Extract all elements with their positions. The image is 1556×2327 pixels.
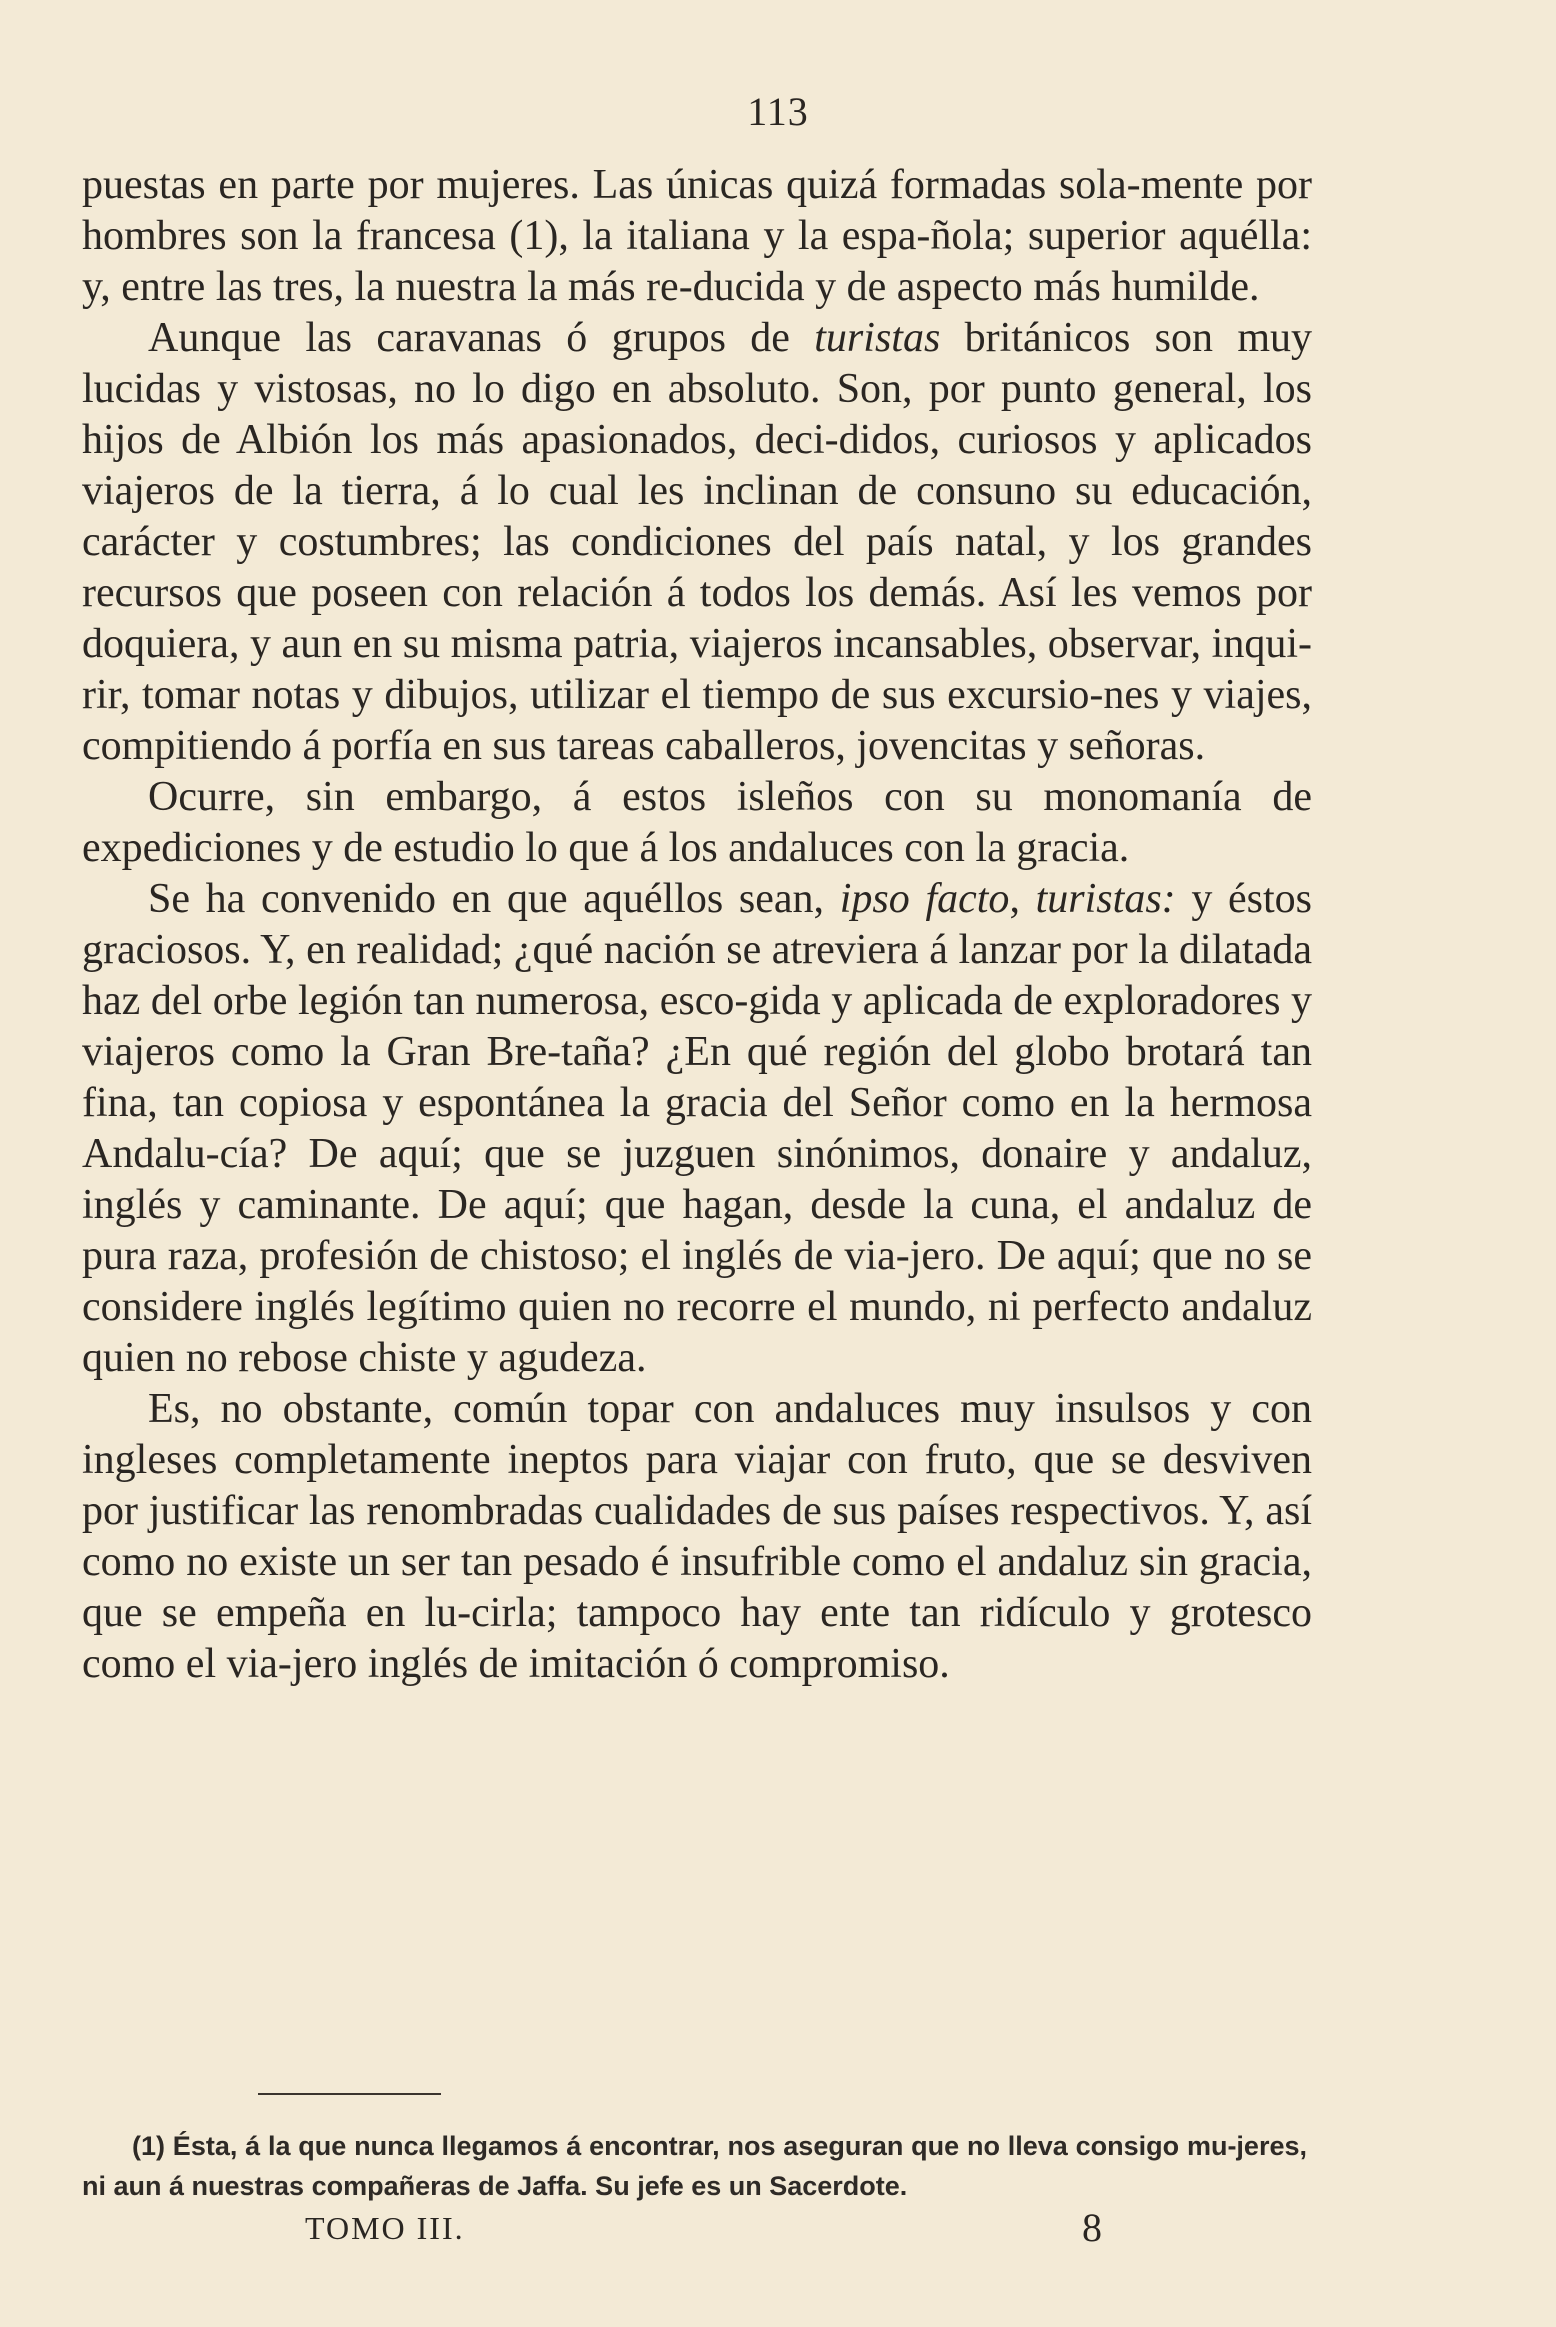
body-text [82, 160, 1312, 1690]
italic-ipso-facto: ipso facto [839, 876, 1010, 922]
paragraph-3: Ocurre, sin embargo, á estos isleños con su monomanía de expediciones y de estudio lo que á los andaluces con la gracia. [82, 774, 1312, 871]
footnote-divider [258, 2093, 441, 2095]
paragraph-2-text-a: Aunque las caravanas ó grupos de [148, 315, 790, 361]
footnote: (1) Ésta, á la que nunca llegamos á encontrar, nos aseguran que no lleva consigo mu-jeres, ni aun á nuestras compañeras de Jaffa. Su jefe es un Sacerdote. [82, 2131, 1307, 2201]
italic-turistas-2: turistas: [1035, 876, 1176, 922]
paragraph-2 [82, 313, 1312, 772]
paragraph-4-comma: , [1009, 876, 1020, 922]
paragraph-4-text-b: y éstos graciosos. Y, en realidad; ¿qué nación se atreviera á lanzar por la dilatada haz del orbe legión tan numerosa, esco-gida y aplicada de exploradores y viajeros como la Gran Bre-taña? ¿En qué región del globo brotará tan fina, tan copiosa y espontánea la gracia del Señor como en la hermosa Andalu-cía? De aquí; que se juzguen sinónimos, donaire y andaluz, inglés y caminante. De aquí; que hagan, desde la cuna, el andaluz de pura raza, profesión de chistoso; el inglés de via-jero. De aquí; que no se considere inglés legítimo quien no recorre el mundo, ni perfecto andaluz quien no rebose chiste y agudeza. [82, 876, 1313, 1381]
paragraph-4 [82, 874, 1312, 1384]
paragraph-4-text-a: Se ha convenido en que aquéllos sean, [148, 876, 825, 922]
sheet-signature-number: 8 [1082, 2205, 1102, 2250]
volume-signature: TOMO III. [305, 2210, 465, 2246]
italic-turistas: turistas [814, 315, 941, 361]
page-number: 113 [747, 89, 809, 134]
paragraph-5: Es, no obstante, común topar con andaluces muy insulsos y con ingleses completamente ineptos para viajar con fruto, que se desviven por justificar las renombradas cualidades de sus países respectivos. Y, así como no existe un ser tan pesado é insufrible como el andaluz sin gracia, que se empeña en lu-cirla; tampoco hay ente tan ridículo y grotesco como el via-jero inglés de imitación ó compromiso. [82, 1386, 1312, 1687]
paragraph-2-text-b: británicos son muy lucidas y vistosas, no lo digo en absoluto. Son, por punto general, los hijos de Albión los más apasionados, deci-didos, curiosos y aplicados viajeros de la tierra, á lo cual les inclinan de consuno su educación, carácter y costumbres; las condiciones del país natal, y los grandes recursos que poseen con relación á todos los demás. Así les vemos por doquiera, y aun en su misma patria, viajeros incansables, observar, inqui-rir, tomar notas y dibujos, utilizar el tiempo de sus excursio-nes y viajes, compitiendo á porfía en sus tareas caballeros, jovencitas y señoras. [82, 315, 1313, 769]
paragraph-1: puestas en parte por mujeres. Las únicas quizá formadas sola-mente por hombres son la francesa (1), la italiana y la espa-ñola; superior aquélla: y, entre las tres, la nuestra la más re-ducida y de aspecto más humilde. [82, 162, 1312, 310]
